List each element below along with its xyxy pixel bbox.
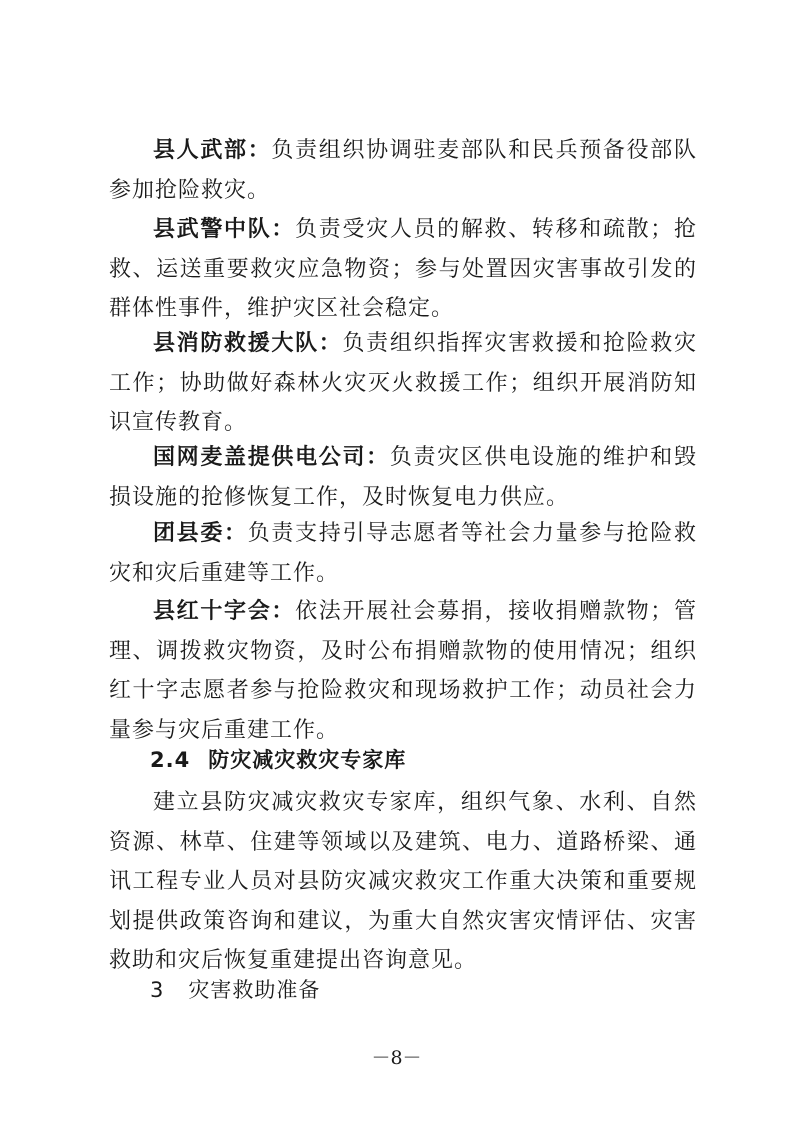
paragraph-text: 依法开展社会募捐，接收捐赠款物；管理、调拨救灾物资，及时公布捐赠款物的使用情况；组织红十字志愿者参与抢险救灾和现场救护工作；动员社会力量参与灾后重建工作。 bbox=[109, 599, 697, 743]
paragraph-expert-pool bbox=[109, 783, 697, 981]
section-number: 2.4 bbox=[150, 748, 191, 772]
paragraph-text: 负责组织协调驻麦部队和民兵预备役部队参加抢险救灾。 bbox=[109, 138, 697, 203]
paragraph-lead: 国网麦盖提供电公司： bbox=[153, 445, 390, 470]
paragraph-text: 负责灾区供电设施的维护和毁损设施的抢修恢复工作，及时恢复电力供应。 bbox=[109, 445, 697, 510]
paragraph-fire-rescue bbox=[109, 324, 697, 443]
paragraph-text: 负责支持引导志愿者等社会力量参与抢险救灾和灾后重建等工作。 bbox=[109, 521, 697, 586]
section-heading-2-4 bbox=[150, 745, 406, 775]
section-heading-3 bbox=[150, 975, 320, 1005]
paragraph-armed-police bbox=[109, 210, 697, 329]
paragraph-youth-league bbox=[109, 514, 697, 593]
section-title: 防灾减灾救灾专家库 bbox=[208, 748, 407, 772]
page-number: －8－ bbox=[371, 1047, 422, 1069]
paragraph-text: 负责组织指挥灾害救援和抢险救灾工作；协助做好森林火灾灭火救援工作；组织开展消防知识宣传教育。 bbox=[109, 331, 697, 435]
section-number: 3 bbox=[150, 978, 165, 1002]
paragraph-lead: 团县委： bbox=[153, 521, 248, 546]
paragraph-lead: 县人武部： bbox=[153, 138, 272, 163]
paragraph-lead: 县消防救援大队： bbox=[153, 331, 343, 356]
section-title: 灾害救助准备 bbox=[188, 978, 321, 1002]
paragraph-text: 建立县防灾减灾救灾专家库，组织气象、水利、自然资源、林草、住建等领域以及建筑、电力、道路桥梁、通讯工程专业人员对县防灾减灾救灾工作重大决策和重要规划提供政策咨询和建议，为重大自然灾害灾情评估、灾害救助和灾后恢复重建提出咨询意见。 bbox=[109, 790, 697, 973]
paragraph-red-cross bbox=[109, 592, 697, 750]
paragraph-power-company bbox=[109, 438, 697, 517]
paragraph-text: 负责受灾人员的解救、转移和疏散；抢救、运送重要救灾应急物资；参与处置因灾害事故引发的群体性事件，维护灾区社会稳定。 bbox=[109, 217, 697, 321]
paragraph-county-armed-forces bbox=[109, 131, 697, 210]
paragraph-lead: 县武警中队： bbox=[153, 217, 296, 242]
paragraph-lead: 县红十字会： bbox=[153, 599, 296, 624]
